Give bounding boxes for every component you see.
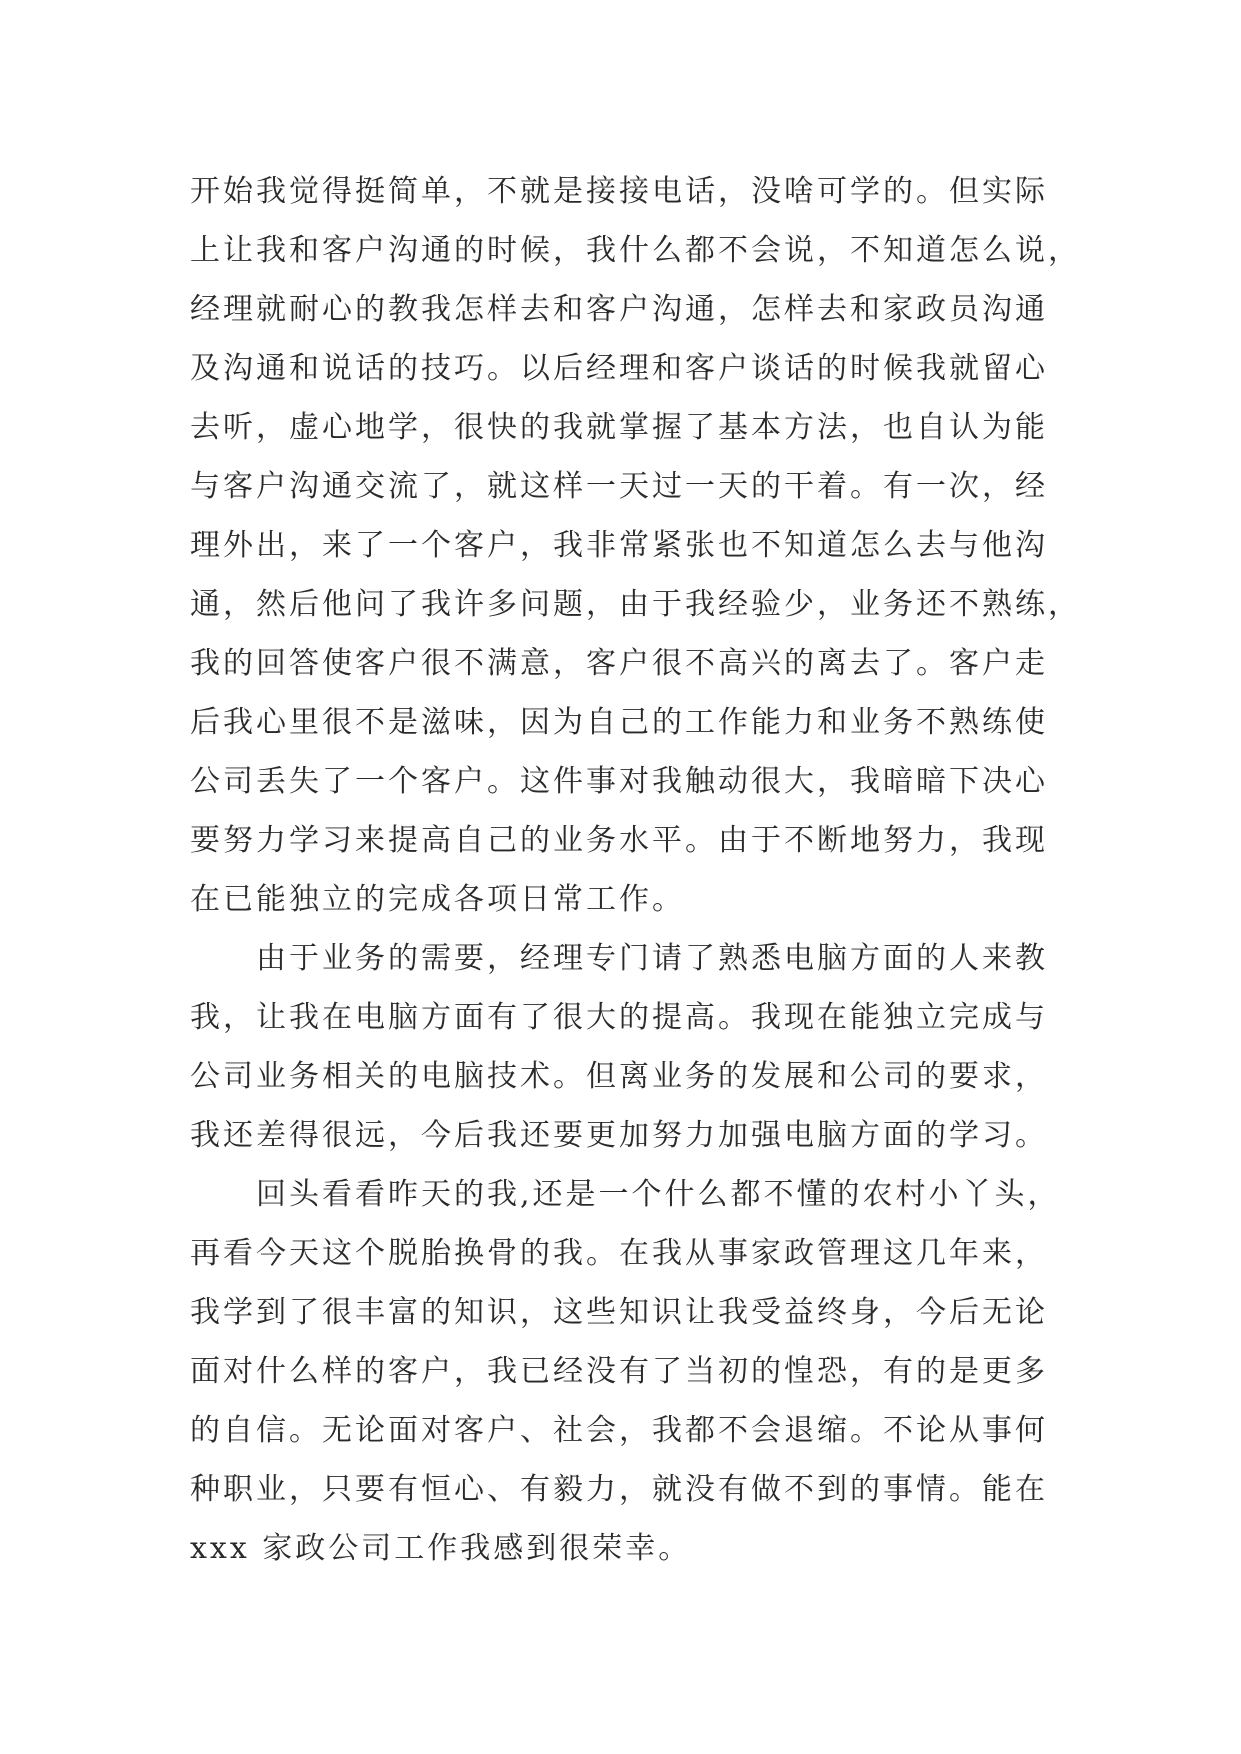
paragraph-start-line: 由于业务的需要，经理专门请了熟悉电脑方面的人来教 — [256, 941, 1048, 976]
paragraph-start-line: 回头看看昨天的我,还是一个什么都不懂的农村小丫头， — [256, 1177, 1061, 1212]
text-line: 理外出，来了一个客户，我非常紧张也不知道怎么去与他沟 — [190, 528, 1048, 563]
text-line: 在已能独立的完成各项日常工作。 — [190, 882, 685, 917]
text-line: 与客户沟通交流了，就这样一天过一天的干着。有一次，经 — [190, 469, 1048, 504]
text-line: xxx 家政公司工作我感到很荣幸。 — [190, 1531, 692, 1566]
text-line: 后我心里很不是滋味，因为自己的工作能力和业务不熟练使 — [190, 705, 1048, 740]
text-line: 面对什么样的客户，我已经没有了当初的惶恐，有的是更多 — [190, 1354, 1048, 1389]
text-line: 我，让我在电脑方面有了很大的提高。我现在能独立完成与 — [190, 1000, 1048, 1035]
text-line: 再看今天这个脱胎换骨的我。在我从事家政管理这几年来， — [190, 1236, 1048, 1271]
text-line: 公司丢失了一个客户。这件事对我触动很大，我暗暗下决心 — [190, 764, 1048, 799]
body-text — [190, 162, 1081, 1578]
text-line: 我学到了很丰富的知识，这些知识让我受益终身，今后无论 — [190, 1295, 1048, 1330]
text-line: 公司业务相关的电脑技术。但离业务的发展和公司的要求， — [190, 1059, 1048, 1094]
text-line: 上让我和客户沟通的时候，我什么都不会说，不知道怎么说， — [190, 233, 1081, 268]
text-line: 我还差得很远，今后我还要更加努力加强电脑方面的学习。 — [190, 1118, 1048, 1153]
text-line: 的自信。无论面对客户、社会，我都不会退缩。不论从事何 — [190, 1413, 1048, 1448]
text-line: 种职业，只要有恒心、有毅力，就没有做不到的事情。能在 — [190, 1472, 1048, 1507]
text-line: 要努力学习来提高自己的业务水平。由于不断地努力，我现 — [190, 823, 1048, 858]
text-line: 及沟通和说话的技巧。以后经理和客户谈话的时候我就留心 — [190, 351, 1048, 386]
text-line: 我的回答使客户很不满意，客户很不高兴的离去了。客户走 — [190, 646, 1048, 681]
text-line: 经理就耐心的教我怎样去和客户沟通，怎样去和家政员沟通 — [190, 292, 1048, 327]
text-line: 通，然后他问了我许多问题，由于我经验少，业务还不熟练， — [190, 587, 1081, 622]
text-line: 去听，虚心地学，很快的我就掌握了基本方法，也自认为能 — [190, 410, 1048, 445]
text-line: 开始我觉得挺简单，不就是接接电话，没啥可学的。但实际 — [190, 174, 1048, 209]
